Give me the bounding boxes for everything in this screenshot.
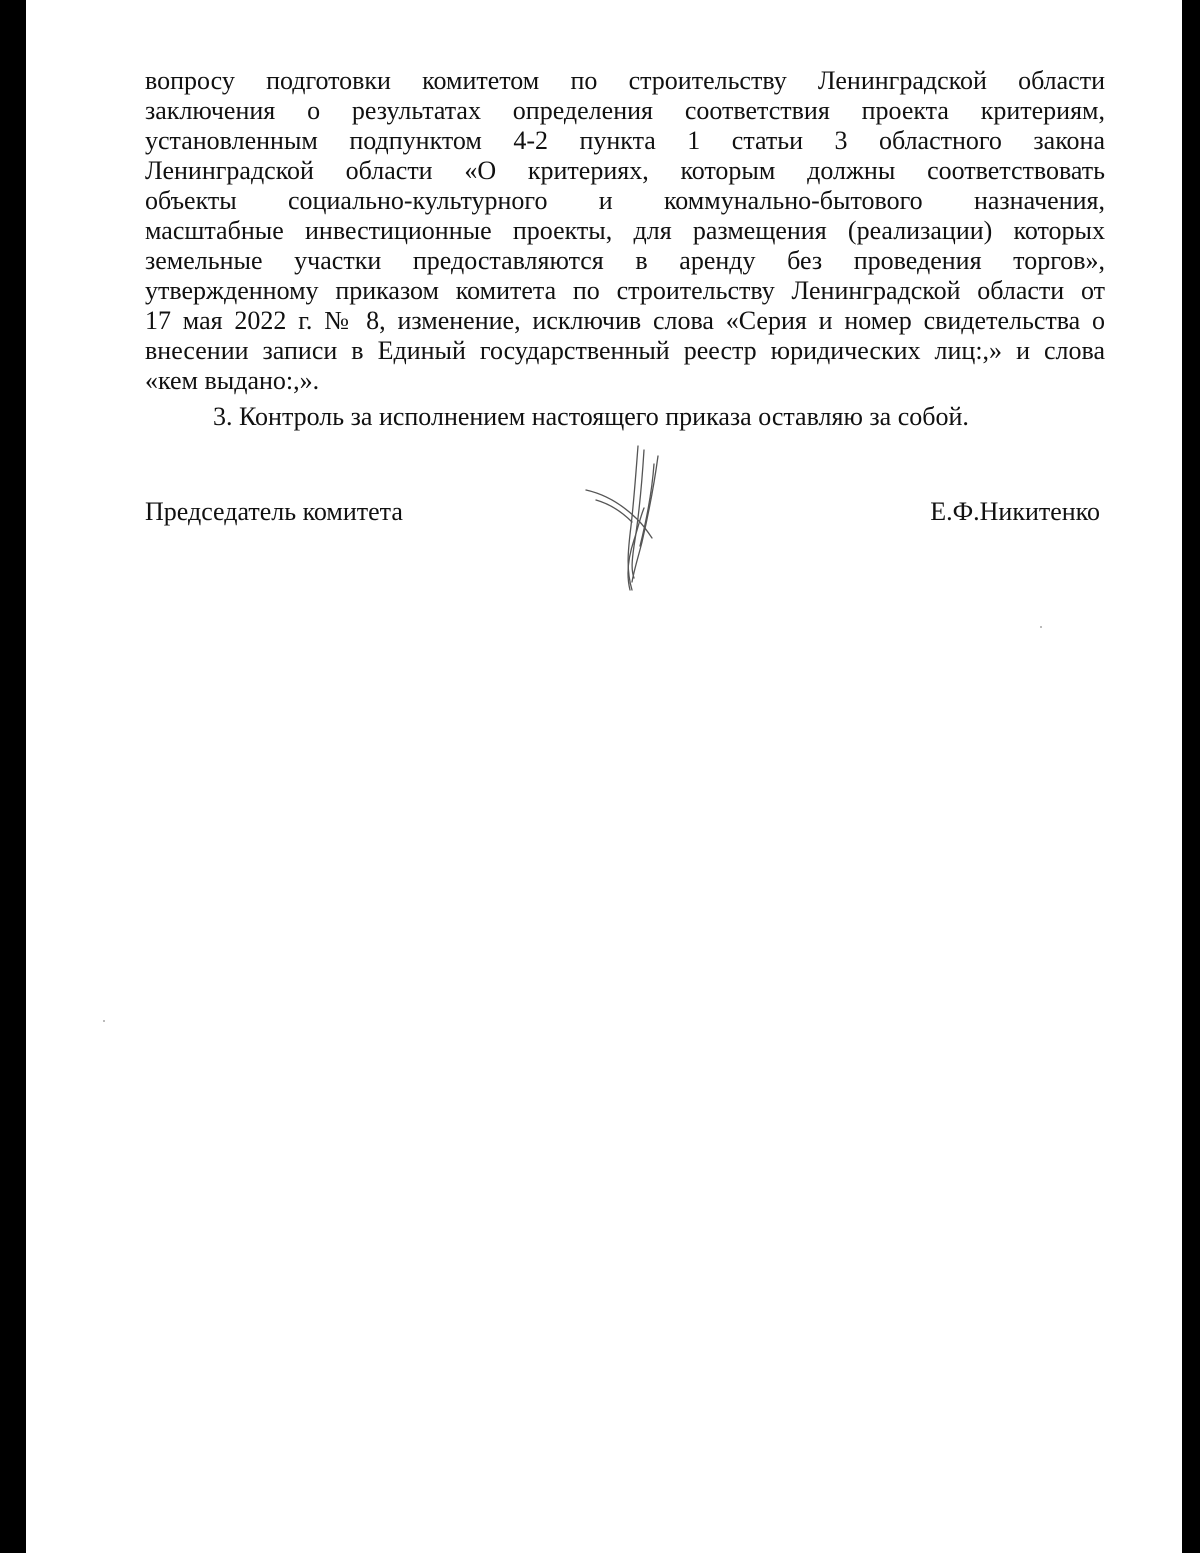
paragraph-2-continuation xyxy=(145,66,1105,396)
signatory-name: Е.Ф.Никитенко xyxy=(930,497,1100,526)
signatory-title: Председатель комитета xyxy=(145,497,403,526)
scan-edge-left xyxy=(0,0,26,1553)
scan-edge-right xyxy=(1182,0,1200,1553)
text-line: Ленинградской области «О критериях, которым должны соответствовать xyxy=(145,156,1105,185)
scan-speck xyxy=(1040,626,1042,628)
document-body xyxy=(145,66,1105,432)
text-line: земельные участки предоставляются в аренду без проведения торгов», xyxy=(145,246,1105,275)
handwritten-signature xyxy=(582,442,672,592)
text-line: вопросу подготовки комитетом по строительству Ленинградской области xyxy=(145,66,1105,95)
text-line: объекты социально-культурного и коммунально-бытового назначения, xyxy=(145,186,1105,215)
scan-speck xyxy=(103,1020,105,1022)
text-line: установленным подпунктом 4-2 пункта 1 статьи 3 областного закона xyxy=(145,126,1105,155)
paragraph-3: 3. Контроль за исполнением настоящего приказа оставляю за собой. xyxy=(213,402,969,431)
text-line: внесении записи в Единый государственный реестр юридических лиц:,» и слова xyxy=(145,336,1105,365)
text-line: «кем выдано:,». xyxy=(145,366,320,395)
text-line: утвержденному приказом комитета по строительству Ленинградской области от xyxy=(145,276,1105,305)
text-line: 17 мая 2022 г. № 8, изменение, исключив слова «Серия и номер свидетельства о xyxy=(145,306,1105,335)
text-line: заключения о результатах определения соответствия проекта критериям, xyxy=(145,96,1105,125)
text-line: масштабные инвестиционные проекты, для размещения (реализации) которых xyxy=(145,216,1105,245)
